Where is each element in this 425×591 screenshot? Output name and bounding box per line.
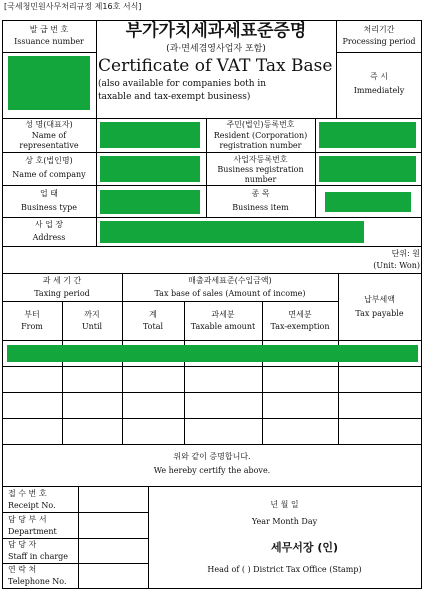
resident-label-en2: registration number bbox=[219, 141, 302, 150]
redacted-bizreg-number bbox=[319, 156, 416, 182]
item-label-en: Business item bbox=[232, 203, 289, 212]
office-ko: 세무서장 (인) bbox=[270, 541, 338, 554]
dept-label-ko: 담 당 부 서 bbox=[8, 515, 47, 524]
type-label-en: Business type bbox=[21, 203, 77, 212]
date-en: Year Month Day bbox=[251, 517, 318, 526]
redacted-name bbox=[100, 122, 200, 148]
address-label-en: Address bbox=[32, 233, 66, 242]
taxable-header-en: Taxable amount bbox=[190, 322, 256, 331]
receipt-label-ko: 접 수 번 호 bbox=[8, 489, 47, 498]
form-code: [국세청민원사무처리규정 제16호 서식] bbox=[4, 2, 142, 11]
redacted-business-item bbox=[325, 192, 411, 212]
exempt-header-en: Tax-exemption bbox=[270, 322, 330, 331]
base-header-ko: 매출과세표준(수입금액) bbox=[188, 276, 272, 285]
from-header-ko: 부터 bbox=[24, 310, 40, 319]
bizreg-label-en1: Business registration bbox=[217, 165, 304, 174]
exempt-header-ko: 면세분 bbox=[288, 310, 312, 319]
processing-value-ko: 즉 시 bbox=[370, 72, 388, 81]
payable-header-ko: 납부세액 bbox=[364, 295, 395, 304]
dept-label-en: Department bbox=[8, 527, 57, 536]
certify-ko: 위와 같이 증명합니다. bbox=[173, 452, 251, 461]
name-label-en2: representative bbox=[19, 141, 79, 150]
processing-value-en: Immediately bbox=[353, 86, 405, 95]
office-en: Head of ( ) District Tax Office (Stamp) bbox=[207, 565, 362, 574]
issuance-label-ko: 발 급 번 호 bbox=[29, 25, 69, 34]
company-label-en: Name of company bbox=[12, 170, 86, 179]
unit-en: (Unit: Won) bbox=[373, 261, 420, 270]
until-header-en: Until bbox=[81, 322, 103, 331]
period-header-ko: 과 세 기 간 bbox=[42, 276, 82, 285]
title-en: Certificate of VAT Tax Base bbox=[98, 56, 333, 76]
issuance-label-en: Issuance number bbox=[14, 37, 84, 46]
until-header-ko: 까지 bbox=[84, 310, 100, 319]
date-ko: 년 월 일 bbox=[270, 500, 299, 509]
unit-ko: 단위: 원 bbox=[391, 249, 420, 258]
item-label-ko: 종 목 bbox=[251, 189, 270, 198]
resident-label-ko: 주민(법인)등록번호 bbox=[226, 120, 295, 129]
resident-label-en1: Resident (Corporation) bbox=[213, 131, 308, 140]
period-header-en: Taxing period bbox=[34, 289, 90, 298]
total-header-en: Total bbox=[142, 322, 164, 331]
base-header-en: Tax base of sales (Amount of income) bbox=[154, 289, 306, 298]
total-header-ko: 계 bbox=[149, 310, 157, 319]
processing-label-en: Processing period bbox=[342, 37, 416, 46]
from-header-en: From bbox=[21, 322, 43, 331]
redacted-issuance-number bbox=[8, 56, 90, 110]
processing-label-ko: 처리기간 bbox=[363, 25, 395, 34]
bizreg-label-en2: number bbox=[244, 175, 277, 184]
bizreg-label-ko: 사업자등록번호 bbox=[233, 155, 288, 164]
staff-label-en: Staff in charge bbox=[8, 552, 69, 561]
redacted-address bbox=[100, 221, 364, 243]
redacted-business-type bbox=[100, 190, 200, 214]
certify-en: We hereby certify the above. bbox=[153, 466, 271, 475]
company-label-ko: 상 호(법인명) bbox=[25, 156, 73, 165]
type-label-ko: 업 태 bbox=[40, 189, 58, 198]
title-en-sub1: (also available for companies both in bbox=[98, 79, 267, 89]
title-ko: 부가가치세과세표준증명 bbox=[125, 21, 307, 41]
name-label-en1: Name of bbox=[31, 131, 67, 140]
title-ko-sub: (과·면세겸영사업자 포함) bbox=[166, 44, 266, 54]
redacted-table-row bbox=[7, 345, 418, 362]
payable-header-en: Tax payable bbox=[355, 309, 404, 318]
redacted-company bbox=[100, 156, 200, 182]
receipt-label-en: Receipt No. bbox=[8, 501, 56, 510]
taxable-header-ko: 과세분 bbox=[211, 310, 235, 319]
name-label-ko: 성 명(대표자) bbox=[25, 120, 73, 129]
tel-label-en: Telephone No. bbox=[8, 577, 67, 586]
title-en-sub2: taxable and tax-exempt business) bbox=[98, 92, 251, 102]
redacted-resident-number bbox=[319, 122, 416, 148]
tel-label-ko: 연 락 처 bbox=[8, 565, 37, 574]
staff-label-ko: 담 당 자 bbox=[8, 540, 37, 549]
address-label-ko: 사 업 장 bbox=[34, 220, 64, 229]
